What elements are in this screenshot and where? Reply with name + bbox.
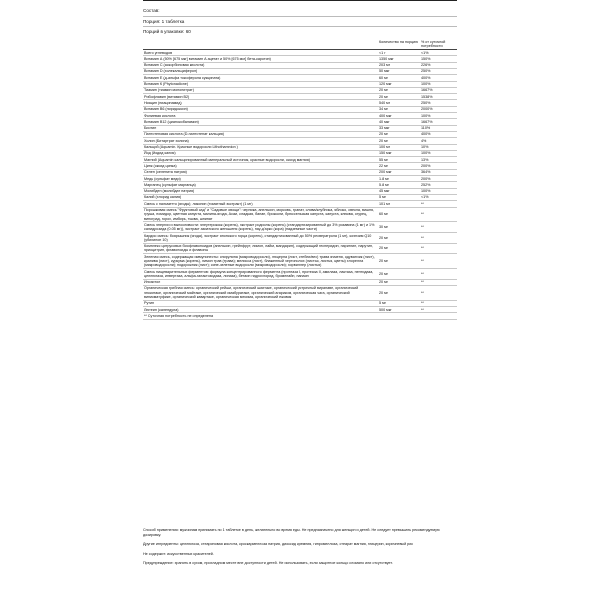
daily-value-percent: 100%: [419, 113, 457, 119]
amount-per-serving: 5 мг: [377, 300, 419, 306]
amount-per-serving: 5.8 мг: [377, 182, 419, 188]
nutrient-name: Биотин: [143, 125, 377, 131]
nutrient-name: Смесь пищеварительных ферментов: формула концентрированного фермента (протеаза I, протеаза II, амилаза, лактаза, пептидаза, целлюлаза, инвертаза, альфа-галактозидаза, липаза), бетаин гидрохлорид, бромелайн, папаин: [143, 269, 377, 280]
column-header-amount: Количество на порцию: [377, 39, 419, 50]
amount-per-serving: 101 мг: [377, 201, 419, 207]
daily-value-percent: 400%: [419, 75, 457, 81]
amount-per-serving: 20 мг: [377, 131, 419, 137]
amount-per-serving: 22 мг: [377, 163, 419, 169]
table-row: [143, 254, 457, 269]
amount-per-serving: 20 мг: [377, 243, 419, 254]
daily-value-percent: 10%: [419, 144, 457, 150]
nutrient-name: Йод (йодид калия): [143, 150, 377, 156]
daily-value-footnote: ** Суточная потребность не определена: [143, 313, 457, 319]
daily-value-percent: 1538%: [419, 94, 457, 100]
daily-value-percent: **: [419, 307, 457, 313]
header-spacer: [143, 39, 377, 50]
footnote-row: [143, 313, 457, 319]
amount-per-serving: 5 мг: [377, 194, 419, 200]
amount-per-serving: 120 мкг: [377, 81, 419, 87]
daily-value-percent: **: [419, 207, 457, 222]
top-border: [143, 0, 457, 1]
amount-per-serving: 20 мг: [377, 94, 419, 100]
daily-value-percent: 250%: [419, 100, 457, 106]
daily-value-percent: 250%: [419, 68, 457, 74]
nutrient-name: Витамин К (Phytonadione): [143, 81, 377, 87]
amount-per-serving: <1 г: [377, 50, 419, 56]
amount-per-serving: 100 мг: [377, 144, 419, 150]
table-row: [143, 222, 457, 233]
daily-value-percent: 1667%: [419, 87, 457, 93]
nutrient-name: Инозитол: [143, 279, 377, 285]
nutrient-name: Витамин С (аскорбиновая кислота): [143, 62, 377, 68]
daily-value-percent: **: [419, 222, 457, 233]
free-of-statement: Не содержит: искусственных красителей.: [143, 551, 214, 556]
daily-value-percent: 13%: [419, 157, 457, 163]
nutrient-name: Кальций (Aquamin. Красные водоросли Lithothamnion ): [143, 144, 377, 150]
amount-per-serving: 20 мг: [377, 233, 419, 244]
daily-value-percent: 110%: [419, 125, 457, 131]
daily-value-percent: 1667%: [419, 119, 457, 125]
amount-per-serving: 203 мг: [377, 62, 419, 68]
amount-per-serving: 20 мг: [377, 254, 419, 269]
amount-per-serving: 20 мг: [377, 87, 419, 93]
daily-value-percent: **: [419, 285, 457, 300]
amount-per-serving: 20 мг: [377, 138, 419, 144]
amount-per-serving: 50 мкг: [377, 68, 419, 74]
daily-value-percent: <1%: [419, 194, 457, 200]
nutrient-name: Фолиевая кислота: [143, 113, 377, 119]
nutrient-name: Органическая грибная смесь: органический рейши, органический шиитаке, органический устричный вирапаве, органический энокитаке, органический майтаке, органический имабуратаке, органический агариком, органическая чага, органический виникматуфике, органический кавартаке, органическая месима, органический ежовик: [143, 285, 377, 300]
daily-value-percent: **: [419, 254, 457, 269]
nutrient-name: Смесь с пальметто (ягоды); ликопин (томатный экстракт) (1 мг): [143, 201, 377, 207]
amount-per-serving: 45 мкг: [377, 188, 419, 194]
daily-value-percent: 2000%: [419, 106, 457, 112]
warning-statement: Предупреждение: хранить в сухом, прохладном месте вне доступности детей. Не использовать, если защитное кольцо сломано или отсутствует.: [143, 561, 393, 565]
amount-per-serving: 55 мг: [377, 157, 419, 163]
daily-value-percent: 150%: [419, 56, 457, 62]
daily-value-percent: 400%: [419, 131, 457, 137]
daily-value-percent: 100%: [419, 150, 457, 156]
amount-per-serving: 500 мкг: [377, 307, 419, 313]
daily-value-percent: **: [419, 279, 457, 285]
daily-value-percent: **: [419, 269, 457, 280]
daily-value-percent: 100%: [419, 81, 457, 87]
table-row: [143, 233, 457, 244]
nutrient-name: Марганец (сульфат марганца): [143, 182, 377, 188]
nutrient-name: Молибден (молибдат натрия): [143, 188, 377, 194]
nutrient-name: Витамин Е (д-альфа токоферола сукцината): [143, 75, 377, 81]
amount-per-serving: 540 мг: [377, 100, 419, 106]
divider: [143, 26, 457, 27]
nutrient-name: Рибофлавин (витамин В2): [143, 94, 377, 100]
nutrient-name: Пантотеновая кислота (D-пантотенат кальция): [143, 131, 377, 137]
daily-value-percent: **: [419, 300, 457, 306]
amount-per-serving: 200 мкг: [377, 169, 419, 175]
amount-per-serving: 34 мг: [377, 106, 419, 112]
daily-value-percent: 200%: [419, 163, 457, 169]
amount-per-serving: 1.8 мг: [377, 176, 419, 182]
supplement-facts-table: [143, 39, 457, 320]
nutrient-name: Рутин: [143, 300, 377, 306]
amount-per-serving: 20 мг: [377, 279, 419, 285]
composition-label: Состав:: [143, 8, 160, 13]
nutrient-name: Комплекс цитрусовых биофлавоноидов (апельсин, грейпфрут, лимон, лайм, мандарин), содержащий гесперидин, нарингин, нарутин, эриоцитрин, флавоноиды и флавоны: [143, 243, 377, 254]
amount-per-serving: 40 мкг: [377, 119, 419, 125]
daily-value-percent: 226%: [419, 62, 457, 68]
notes-section: [143, 528, 457, 571]
amount-per-serving: 20 мг: [377, 285, 419, 300]
column-header-daily-value: % от суточной потребности: [419, 39, 457, 50]
usage-instructions: Способ применения: мужчинам принимать по 1 таблетке в день, желательно во время еды. Не предназначено для женщин и детей. Не следует превышать рекомендуемую дозировку.: [143, 528, 440, 537]
daily-value-percent: **: [419, 243, 457, 254]
amount-per-serving: 150 мкг: [377, 150, 419, 156]
amount-per-serving: 60 мг: [377, 75, 419, 81]
other-ingredients: Другие ингредиенты: целлюлоза, стеариновая кислота, кроскармеллоза натрия, диоксид кремния, гипромеллоза, стеарат магния, глицерин, коричневый рис: [143, 542, 414, 546]
nutrient-name: Цинк (оксид цинка): [143, 163, 377, 169]
nutrient-name: Лютеин (календула): [143, 307, 377, 313]
table-row: [143, 285, 457, 300]
amount-per-serving: 60 мг: [377, 207, 419, 222]
daily-value-percent: 200%: [419, 176, 457, 182]
daily-value-percent: <1%: [419, 50, 457, 56]
nutrient-name: Тиамин (тиамин мононитрат): [143, 87, 377, 93]
serving-size: Порция: 1 таблетка: [143, 19, 185, 24]
nutrient-name: Кардио смесь: боярышник (ягода), экстракт японского горца (корень), стандартизованный до 50% ресвератрола (1 мг), коэнзим Q10 (убихинон 10): [143, 233, 377, 244]
nutrient-name: Медь (сульфат меди): [143, 176, 377, 182]
daily-value-percent: 252%: [419, 182, 457, 188]
nutrient-name: Калий (хлорид калия): [143, 194, 377, 200]
table-row: [143, 207, 457, 222]
nutrient-name: Магний (Aquamin кальцинированный минеральный источник, красные водоросли, оксид магния): [143, 157, 377, 163]
daily-value-percent: 4%: [419, 138, 457, 144]
servings-per-container: Порций в упаковке: 60: [143, 29, 191, 34]
nutrient-name: Холин (Битартрат холина): [143, 138, 377, 144]
daily-value-percent: 364%: [419, 169, 457, 175]
nutrient-name: Ниацин (ниацинамид): [143, 100, 377, 106]
nutrient-name: Витамин В6 (пиридоксин): [143, 106, 377, 112]
daily-value-percent: 100%: [419, 188, 457, 194]
nutrient-name: Селен (селенита натрия): [143, 169, 377, 175]
daily-value-percent: **: [419, 201, 457, 207]
amount-per-serving: 400 мкг: [377, 113, 419, 119]
nutrient-name: Смесь энергии и выносливости: элеутерококк (корень), экстракт родиолы (корень) (стандартизированный до 3% розавина (1 мг) и 1% салидрозида (0.05 мг)), экстракт азиатского женьшеня (корень), пау-д'арко (кора) (надземные части): [143, 222, 377, 233]
nutrient-name: Витамин А (50% [675 мкг] витамин А ацетат и 50% [675 мкг] бета-каротин): [143, 56, 377, 62]
table-row: [143, 269, 457, 280]
nutrient-name: Витамин D (холекальциферол): [143, 68, 377, 74]
divider: [143, 16, 457, 17]
nutrient-name: Всего углеводов: [143, 50, 377, 56]
amount-per-serving: 20 мг: [377, 269, 419, 280]
amount-per-serving: 33 мкг: [377, 125, 419, 131]
table-header-row: [143, 39, 457, 50]
amount-per-serving: 1350 мкг: [377, 56, 419, 62]
table-row: [143, 243, 457, 254]
nutrient-name: Зеленая смесь, содержащая иммунопесты: спирулина (микроводоросли), люцерна (лист, стебли/вес) трава ячменя, одуванчик (лист), крапива (лист), куркума (корень), лимон трав (трава); мелисса (лист), блаженный чертополох (листья, листья, цветы) хлорелла (микроводоросли); подорожник (лист); сине-зеленые водоросли (микроводоросли); хорвиллер (листья): [143, 254, 377, 269]
amount-per-serving: 30 мг: [377, 222, 419, 233]
nutrient-name: Порошковая смесь "Фруктовый сад" и "Садовые овощи": черника, апельсин, морковь, гранат, слива/клубника, яблоко, свекла, вишня, груша, помидор, цветная капуста, малина-ягода, Асаи, сладкая, банан, брокколи, брюссельская капуста, капуста, клюква, огурец, виноград, горох, имбирь, тыква, шпинат: [143, 207, 377, 222]
nutrient-name: Витамин В12 (цианокобаламин): [143, 119, 377, 125]
daily-value-percent: **: [419, 233, 457, 244]
